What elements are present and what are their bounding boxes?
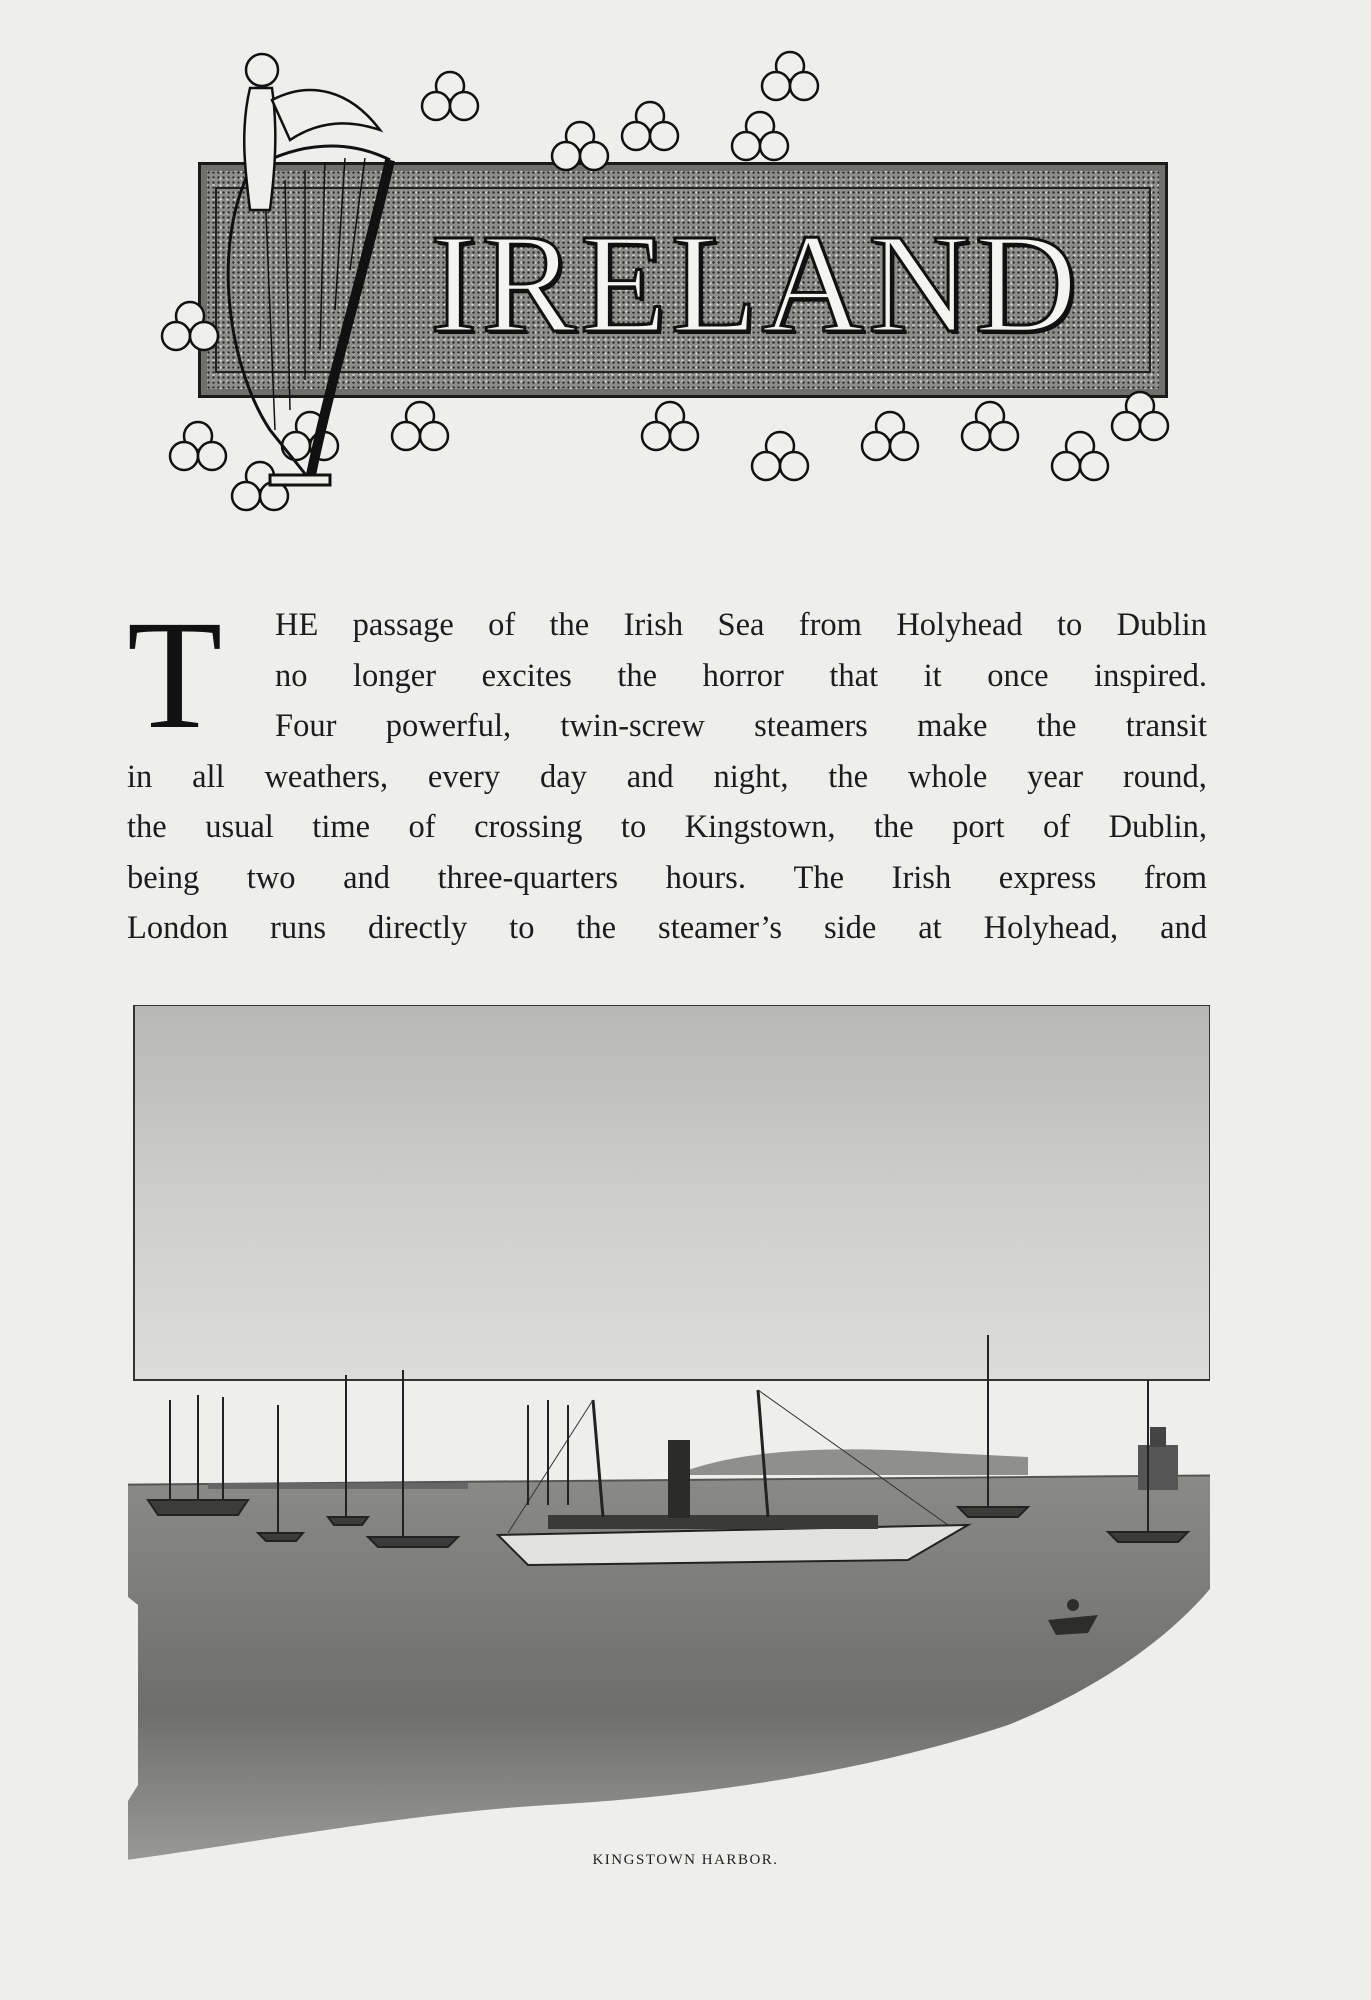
word: steamer’s (658, 910, 782, 946)
word: Holyhead, (983, 910, 1119, 946)
word: every (427, 758, 501, 795)
word: year (1027, 758, 1084, 795)
word: day (539, 758, 587, 795)
word: time (312, 809, 371, 845)
word: that (829, 657, 879, 694)
word: steamers (754, 708, 868, 744)
word: Irish (891, 859, 952, 896)
word: to (509, 910, 535, 946)
text-line (127, 853, 1207, 904)
word: Kingstown, (684, 809, 836, 845)
drop-cap: T (127, 588, 223, 761)
word: horror (702, 657, 784, 694)
word: longer (353, 657, 437, 694)
word: The (793, 859, 845, 896)
word: the (1036, 708, 1077, 744)
word: the (617, 657, 658, 694)
text-line (127, 802, 1207, 853)
word: directly (367, 910, 468, 946)
word: HE (275, 607, 319, 643)
word: Four (275, 708, 337, 744)
word: two (246, 859, 296, 896)
word: port (952, 809, 1005, 845)
word: Sea (717, 607, 765, 643)
word: runs (270, 910, 327, 946)
word: from (798, 607, 862, 643)
photo-caption: KINGSTOWN HARBOR. (592, 1852, 779, 1868)
word: to (620, 809, 647, 845)
word: once (987, 657, 1049, 694)
word: no (275, 657, 308, 694)
word: the (549, 607, 590, 643)
word: twin-screw (560, 708, 705, 744)
word: side (823, 910, 877, 946)
word: of (1043, 809, 1071, 845)
word: Irish (623, 607, 684, 643)
word: all (192, 758, 225, 795)
text-line (127, 752, 1207, 803)
article-body (127, 588, 1207, 954)
word: and (1160, 910, 1207, 946)
word: London (127, 910, 229, 946)
word: from (1143, 859, 1207, 896)
word: to (1057, 607, 1083, 643)
word: hours. (665, 859, 746, 896)
word: passage (352, 607, 454, 643)
word: the (828, 758, 869, 795)
word: the (576, 910, 617, 946)
word: make (917, 708, 988, 744)
word: Dublin (1116, 607, 1207, 643)
word: excites (481, 657, 572, 694)
word: three-quarters (437, 859, 619, 896)
text-line (127, 651, 1207, 702)
word: round, (1122, 758, 1207, 795)
text-line (127, 701, 1207, 752)
word: usual (205, 809, 274, 845)
word: inspired. (1094, 657, 1207, 694)
word: crossing (474, 809, 583, 845)
word: it (923, 657, 942, 694)
word: in (127, 758, 153, 795)
text-line (127, 600, 1207, 651)
winged-figure-icon (244, 54, 380, 210)
title-ornament (150, 50, 1180, 540)
word: Dublin, (1108, 809, 1207, 845)
word: whole (907, 758, 988, 795)
word: express (998, 859, 1097, 896)
word: night, (713, 758, 789, 795)
lighthouse-icon (1138, 1427, 1178, 1490)
word: of (408, 809, 436, 845)
word: being (127, 859, 200, 896)
word: Holyhead (896, 607, 1023, 643)
word: transit (1125, 708, 1207, 744)
word: of (488, 607, 516, 643)
word: powerful, (385, 708, 512, 744)
harbor-photo (128, 1005, 1210, 1885)
word: and (343, 859, 391, 896)
text-line (127, 903, 1207, 954)
title-word: IRELAND (430, 204, 1082, 362)
word: the (127, 809, 167, 845)
word: and (626, 758, 674, 795)
word: weathers, (264, 758, 389, 795)
word: the (873, 809, 914, 845)
word: at (918, 910, 942, 946)
